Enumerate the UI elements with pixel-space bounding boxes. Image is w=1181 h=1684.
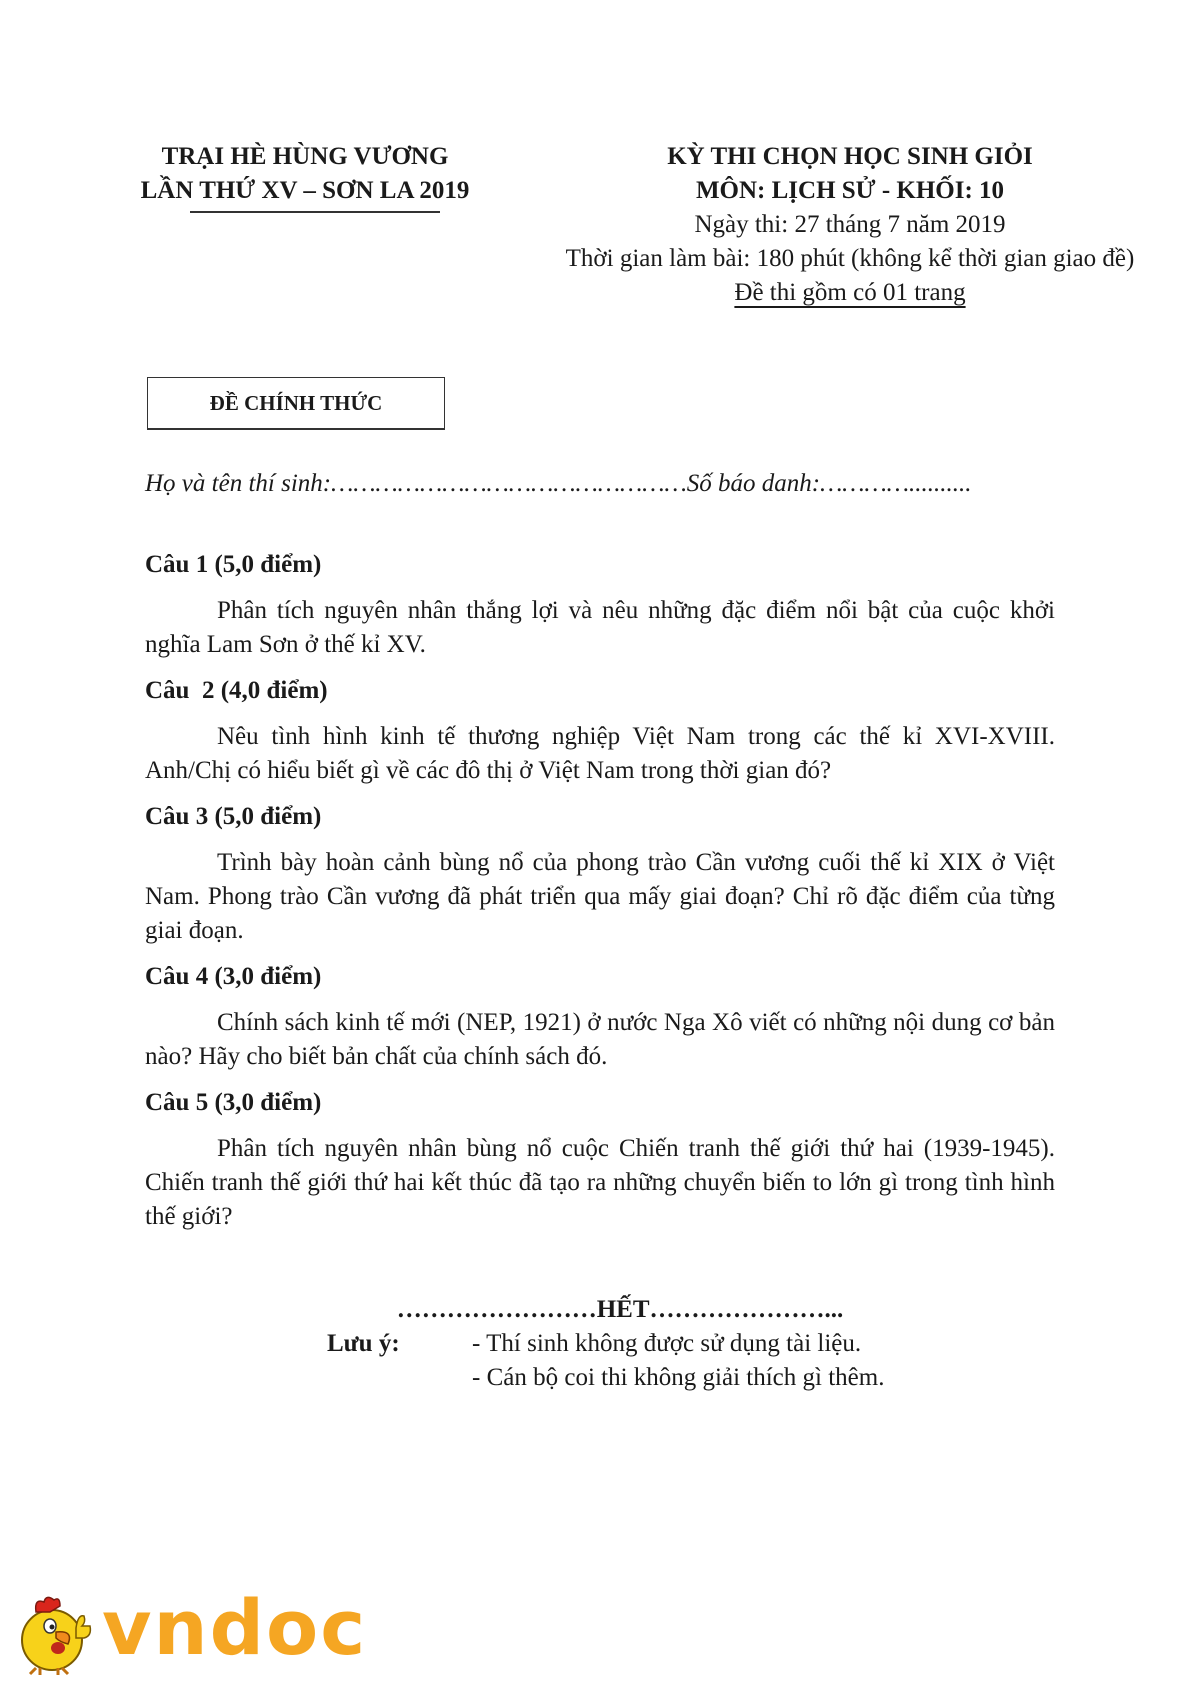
vndoc-logo[interactable] — [10, 1583, 368, 1676]
organizer-line1: TRẠI HÈ HÙNG VƯƠNG — [161, 143, 449, 170]
note-item: - Thí sinh không được sử dụng tài liệu. — [472, 1330, 862, 1357]
question-title: Câu 5 (3,0 điểm) — [145, 1089, 322, 1116]
question — [145, 960, 1055, 1074]
question-body: Chính sách kinh tế mới (NEP, 1921) ở nước Nga Xô viết có những nội dung cơ bản nào? Hãy cho biết bản chất của chính sách đó. — [145, 1009, 1055, 1070]
question-body: Phân tích nguyên nhân bùng nổ cuộc Chiến tranh thế giới thứ hai (1939-1945). Chiến tranh thế giới thứ hai kết thúc đã tạo ra những chuyển biến to lớn gì trong tình hình thế giới? — [145, 1135, 1055, 1230]
exam-title: KỲ THI CHỌN HỌC SINH GIỎI — [667, 143, 1033, 170]
exam-subject: MÔN: LỊCH SỬ - KHỐI: 10 — [695, 177, 1005, 204]
note-label: Lưu ý: — [327, 1330, 400, 1357]
question-body: Nêu tình hình kinh tế thương nghiệp Việt Nam trong các thế kỉ XVI-XVIII. Anh/Chị có hiểu biết gì về các đô thị ở Việt Nam trong thời gian đó? — [145, 723, 1055, 784]
organizer-header — [120, 140, 490, 208]
organizer-line2: LẦN THỨ XV – SƠN LA 2019 — [140, 177, 470, 204]
exam-duration: Thời gian làm bài: 180 phút (không kể thời gian giao đề) — [565, 245, 1135, 272]
exam-date: Ngày thi: 27 tháng 7 năm 2019 — [694, 211, 1006, 238]
question-body: Trình bày hoàn cảnh bùng nổ của phong trào Cần vương cuối thế kỉ XIX ở Việt Nam. Phong trào Cần vương đã phát triển qua mấy giai đoạn? Chỉ rõ đặc điểm của từng giai đoạn. — [145, 849, 1055, 944]
question-title: Câu 2 (4,0 điểm) — [145, 677, 328, 704]
official-exam-box — [147, 377, 445, 430]
question — [145, 800, 1055, 948]
questions-section — [145, 548, 1055, 1246]
question — [145, 674, 1055, 788]
candidate-info-line: Họ và tên thí sinh:…………………………………………Số báo danh:………….......... — [145, 470, 972, 497]
question-title: Câu 3 (5,0 điểm) — [145, 803, 322, 830]
header-divider — [190, 211, 440, 213]
official-label: ĐỀ CHÍNH THỨC — [209, 390, 383, 415]
exam-pages: Đề thi gồm có 01 trang — [734, 279, 966, 306]
question — [145, 548, 1055, 662]
question-title: Câu 1 (5,0 điểm) — [145, 551, 322, 578]
logo-text: vndoc — [102, 1583, 368, 1672]
note-item: - Cán bộ coi thi không giải thích gì thêm. — [472, 1364, 885, 1391]
end-marker: ……………………HẾT…………………... — [396, 1296, 844, 1323]
question-body: Phân tích nguyên nhân thắng lợi và nêu những đặc điểm nổi bật của cuộc khởi nghĩa Lam Sơn ở thế kỉ XV. — [145, 597, 1055, 658]
question — [145, 1086, 1055, 1234]
question-title: Câu 4 (3,0 điểm) — [145, 963, 322, 990]
exam-header — [540, 140, 1160, 310]
